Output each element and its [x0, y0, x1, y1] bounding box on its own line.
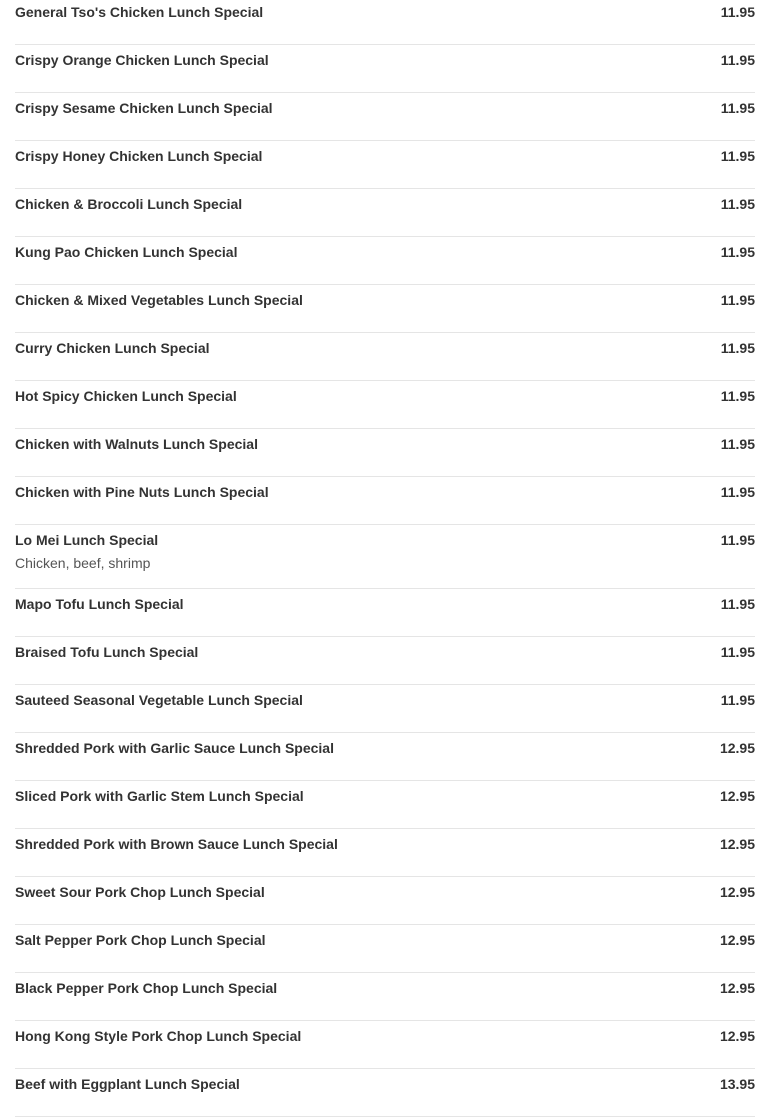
menu-item-price: 12.95: [719, 1028, 755, 1044]
menu-item-price: 11.95: [720, 692, 755, 708]
menu-item[interactable]: [15, 637, 755, 685]
menu-item[interactable]: [15, 477, 755, 525]
menu-item-name: Crispy Honey Chicken Lunch Special: [15, 148, 263, 164]
menu-item[interactable]: [15, 589, 755, 637]
menu-item-price: 11.95: [720, 644, 755, 660]
menu-item[interactable]: [15, 733, 755, 781]
menu-item-name: Kung Pao Chicken Lunch Special: [15, 244, 238, 260]
menu-item[interactable]: [15, 829, 755, 877]
menu-item-name: Chicken & Mixed Vegetables Lunch Special: [15, 292, 303, 308]
menu-item-price: 11.95: [720, 532, 755, 548]
menu-item-description: Chicken, beef, shrimp: [15, 555, 151, 571]
menu-item-price: 12.95: [719, 932, 755, 948]
menu-item[interactable]: [15, 685, 755, 733]
menu-item-name: Braised Tofu Lunch Special: [15, 644, 199, 660]
menu-item[interactable]: [15, 1021, 755, 1069]
menu-item-price: 11.95: [720, 100, 755, 116]
menu-item-name: Sauteed Seasonal Vegetable Lunch Special: [15, 692, 303, 708]
menu-item-name: Lo Mei Lunch Special: [15, 532, 159, 548]
menu-item[interactable]: [15, 93, 755, 141]
menu-item[interactable]: [15, 45, 755, 93]
menu-item-name: Sweet Sour Pork Chop Lunch Special: [15, 884, 265, 900]
menu-item-name: General Tso's Chicken Lunch Special: [15, 4, 264, 20]
menu-item-price: 12.95: [719, 836, 755, 852]
menu-item[interactable]: [15, 525, 755, 589]
menu-item-price: 11.95: [720, 148, 755, 164]
menu-item-name: Shredded Pork with Garlic Sauce Lunch Special: [15, 740, 334, 756]
menu-item-name: Chicken with Walnuts Lunch Special: [15, 436, 258, 452]
menu-item-price: 11.95: [720, 388, 755, 404]
menu-item-price: 11.95: [720, 292, 755, 308]
menu-item[interactable]: [15, 189, 755, 237]
menu-item-name: Mapo Tofu Lunch Special: [15, 596, 184, 612]
menu-item-name: Hong Kong Style Pork Chop Lunch Special: [15, 1028, 302, 1044]
menu-item-price: 13.95: [719, 1076, 755, 1092]
menu-item-price: 11.95: [720, 436, 755, 452]
menu-item-name: Crispy Orange Chicken Lunch Special: [15, 52, 269, 68]
menu-item[interactable]: [15, 0, 755, 45]
menu-item[interactable]: [15, 877, 755, 925]
menu-item-price: 12.95: [719, 788, 755, 804]
menu-item-name: Curry Chicken Lunch Special: [15, 340, 210, 356]
menu-item[interactable]: [15, 285, 755, 333]
menu-item-name: Sliced Pork with Garlic Stem Lunch Special: [15, 788, 304, 804]
menu-item-name: Beef with Eggplant Lunch Special: [15, 1076, 240, 1092]
menu-item-price: 12.95: [719, 884, 755, 900]
menu-item[interactable]: [15, 1069, 755, 1117]
menu-list: [15, 0, 755, 1117]
menu-item-name: Shredded Pork with Brown Sauce Lunch Special: [15, 836, 338, 852]
menu-item-price: 11.95: [720, 196, 755, 212]
menu-item-price: 12.95: [719, 740, 755, 756]
menu-item-name: Chicken with Pine Nuts Lunch Special: [15, 484, 269, 500]
menu-item-price: 11.95: [720, 596, 755, 612]
menu-item-name: Hot Spicy Chicken Lunch Special: [15, 388, 237, 404]
menu-item-price: 11.95: [720, 4, 755, 20]
menu-item-name: Salt Pepper Pork Chop Lunch Special: [15, 932, 266, 948]
menu-item-price: 12.95: [719, 980, 755, 996]
menu-item-name: Crispy Sesame Chicken Lunch Special: [15, 100, 273, 116]
menu-item[interactable]: [15, 429, 755, 477]
menu-item[interactable]: [15, 381, 755, 429]
menu-item[interactable]: [15, 925, 755, 973]
menu-item[interactable]: [15, 237, 755, 285]
menu-item[interactable]: [15, 781, 755, 829]
menu-item[interactable]: [15, 973, 755, 1021]
menu-item-price: 11.95: [720, 340, 755, 356]
menu-item-price: 11.95: [720, 484, 755, 500]
menu-item[interactable]: [15, 333, 755, 381]
menu-item-price: 11.95: [720, 244, 755, 260]
menu-item-price: 11.95: [720, 52, 755, 68]
menu-item[interactable]: [15, 141, 755, 189]
menu-item-name: Chicken & Broccoli Lunch Special: [15, 196, 243, 212]
menu-item-name: Black Pepper Pork Chop Lunch Special: [15, 980, 278, 996]
